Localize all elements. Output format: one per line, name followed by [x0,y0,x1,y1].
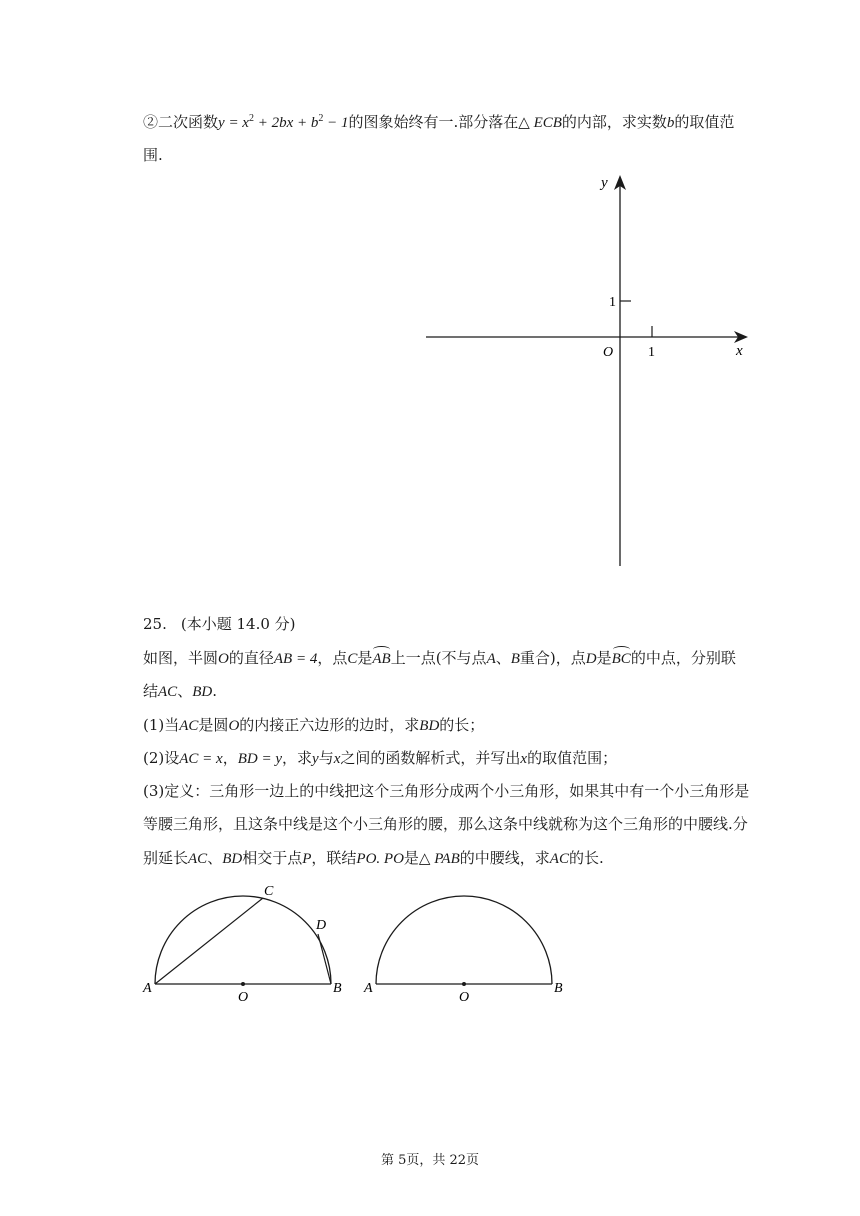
q25-stem-line2: 结AC、BD. [143,682,217,700]
part-marker: ② [143,113,159,131]
arc-BC: BC [611,651,631,667]
q24-part2-line2: 围. [143,146,163,164]
label-C: C [264,884,274,899]
label-D: D [316,918,327,933]
y-axis-label: y [601,175,608,191]
label-O-1: O [238,990,249,1005]
label-A-1: A [143,981,152,996]
y-tick-label: 1 [609,295,616,310]
arc-AB: AB [372,651,391,667]
q25-header [143,614,296,634]
chord-BD [318,934,331,984]
question-score: (本小题 14.0 分) [180,615,296,633]
q25-part1: (1)当AC是圆O的内接正六边形的边时，求BD的长； [143,716,485,734]
q25-part3-line3: 别延长AC、BD相交于点P，联结PO. PO是△ PAB的中腰线，求AC的长. [143,849,604,867]
x-axis-label: x [736,343,743,359]
semicircle-figures [0,870,860,1010]
origin-label: O [603,345,614,360]
center-point-1 [241,982,245,986]
q25-part3-line2: 等腰三角形，且这条中线是这个小三角形的腰，那么这条中线就称为这个三角形的中腰线.分 [143,815,748,833]
chord-AC [155,898,263,984]
semicircle-2 [376,896,552,984]
label-B-1: B [333,981,342,996]
label-O-2: O [459,990,470,1005]
page-footer: 第 5页，共 22页 [380,1153,480,1168]
figure-2 [363,896,563,1005]
x-tick-label: 1 [648,345,655,360]
semicircle-1 [155,896,331,984]
label-B-2: B [554,981,563,996]
q25-part3-line1: (3)定义：三角形一边上的中线把这个三角形分成两个小三角形，如果其中有一个小三角形是 [143,782,750,800]
function-expression: $y = x^2 + 2bx + b^2 - 1$ [218,113,349,131]
label-A-2: A [364,981,373,996]
q24-part2-line1: ②二次函数$y = x^2 + 2bx + b^2 - 1$的图象始终有一.部分落在△ ECB的内部，求实数b的取值范 [143,113,735,131]
figure-1 [142,884,342,1005]
q25-part2: (2)设AC = x，BD = y，求y与x之间的函数解析式，并写出x的取值范围； [143,749,618,767]
coordinate-graph [0,0,860,600]
center-point-2 [462,982,466,986]
q25-stem-line1: 如图，半圆O的直径AB = 4，点C是AB上一点(不与点A、B重合)，点D是BC的中点，分别联 [143,649,736,667]
question-number: 25. [143,615,167,633]
